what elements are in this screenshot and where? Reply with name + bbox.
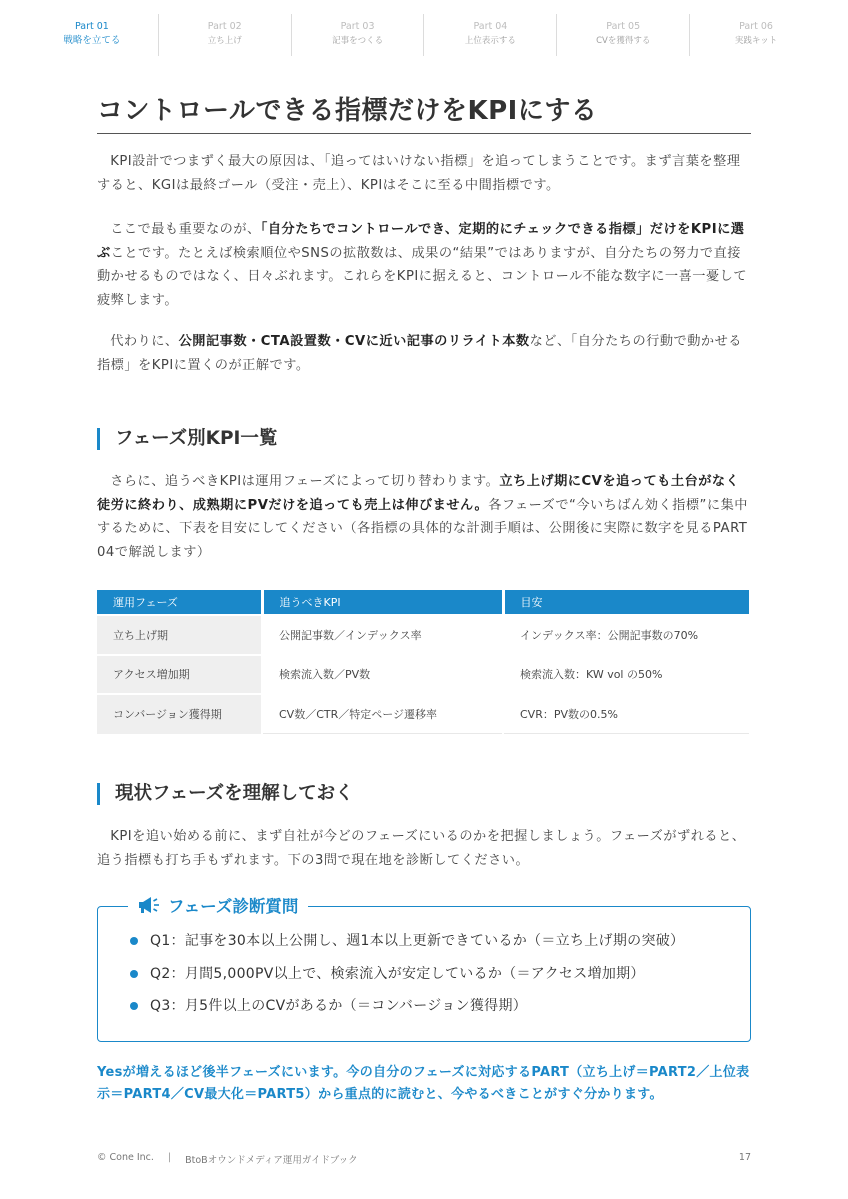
nav-part-number: Part 01 [74, 21, 109, 32]
text-span: ことです。たとえば検索順位やSNSの拡散数は、成果の“結果”ではありますが、自分たちの努力で直接動かせるものではなく、日々ぶれます。これらをKPIに据えると、コントロール不能な数字に一喜一憂して疲弊します。 [97, 245, 748, 308]
diagnosis-box-title [128, 893, 308, 917]
paragraph-current-phase: KPIを追い始める前に、まず自社が今どのフェーズにいるのかを把握しましょう。フェーズがずれると、追う指標も打ち手もずれます。下の3問で現在地を診断してください。 [97, 829, 746, 868]
paragraph-kpi-alternative [97, 330, 751, 377]
nav-part-label: 立ち上げ [207, 36, 242, 46]
nav-part-01[interactable] [26, 14, 158, 56]
part-navigation [26, 14, 822, 56]
target-cell: 検索流入数：KW vol の50% [503, 655, 749, 695]
kpi-cell: CV数／CTR／特定ページ遷移率 [262, 694, 503, 734]
nav-part-label: 戦略を立てる [63, 35, 121, 46]
footer-separator: | [167, 1152, 172, 1163]
page-title: コントロールできる指標だけをKPIにする [97, 90, 751, 134]
table-row [97, 615, 749, 655]
nav-part-label: 実践キット [734, 36, 778, 46]
question-text: Q2：月間5,000PV以上で、検索流入が安定しているか（＝アクセス増加期） [150, 965, 645, 982]
bullet-icon [130, 1002, 138, 1010]
nav-part-number: Part 06 [739, 21, 773, 32]
bullet-icon [130, 970, 138, 978]
text-span: ここで最も重要なのが、 [110, 222, 261, 237]
target-cell: CVR：PV数の0.5% [503, 694, 749, 734]
column-header: 運用フェーズ [97, 590, 262, 615]
nav-part-number: Part 02 [207, 21, 242, 32]
text-span: 代わりに、 [110, 334, 179, 349]
paragraph-phase-intro [97, 470, 751, 564]
nav-part-label: 記事をつくる [332, 36, 384, 46]
nav-part-number: Part 05 [606, 21, 641, 32]
phase-cell: アクセス増加期 [97, 655, 262, 695]
nav-part-03[interactable] [291, 14, 424, 56]
phase-kpi-table [97, 590, 749, 734]
list-item [130, 930, 684, 963]
table-row [97, 694, 749, 734]
nav-part-number: Part 04 [473, 21, 508, 32]
phase-cell: 立ち上げ期 [97, 615, 262, 655]
bullet-icon [130, 937, 138, 945]
text-span: さらに、追うべきKPIは運用フェーズによって切り替わります。 [110, 474, 500, 489]
kpi-cell: 検索流入数／PV数 [262, 655, 503, 695]
nav-part-05[interactable] [556, 14, 689, 56]
megaphone-icon [138, 896, 160, 914]
text-span: など、「自分たちの行動で動かせる指標」をKPIに置くのが正解です。 [97, 334, 742, 373]
column-header: 目安 [503, 590, 749, 615]
nav-part-04[interactable] [423, 14, 556, 56]
emphasis-text: 「自分たちでコントロールでき、定期的にチェックできる指標」だけをKPIに選ぶ [97, 222, 745, 261]
book-title: BtoBオウンドメディア運用ガイドブック [185, 1155, 358, 1166]
nav-part-label: CVを獲得する [596, 36, 651, 46]
nav-part-label: 上位表示する [464, 36, 516, 46]
section-heading-current-phase: 現状フェーズを理解しておく [97, 783, 751, 805]
list-item [130, 963, 684, 996]
table-header-row [97, 590, 749, 615]
emphasis-text: 立ち上げ期にCVを追っても土台がなく徒労に終わり、成熟期にPVだけを追っても売上は伸びません。 [97, 474, 740, 513]
question-text: Q3：月5件以上のCVがあるか（＝コンバージョン獲得期） [150, 998, 528, 1014]
kpi-cell: 公開記事数／インデックス率 [262, 615, 503, 655]
diagnosis-question-list [130, 930, 684, 1028]
nav-part-number: Part 03 [340, 21, 375, 32]
question-text: Q1：記事を30本以上公開し、週1本以上更新できているか（＝立ち上げ期の突破） [150, 933, 685, 949]
target-cell: インデックス率：公開記事数の70% [503, 615, 749, 655]
list-item [130, 995, 684, 1028]
phase-cell: コンバージョン獲得期 [97, 694, 262, 734]
column-header: 追うべきKPI [262, 590, 503, 615]
copyright-text: © Cone Inc. [97, 1152, 154, 1163]
paragraph-kpi-control [97, 218, 751, 312]
nav-part-06[interactable] [689, 14, 822, 56]
conclusion-text: Yesが増えるほど後半フェーズにいます。今の自分のフェーズに対応するPART（立ち上げ＝PART2／上位表示＝PART4／CV最大化＝PART5）から重点的に読むと、今やるべきことがすぐ分かります。 [97, 1065, 750, 1102]
nav-part-02[interactable] [158, 14, 291, 56]
page-number: 17 [738, 1152, 751, 1163]
page-footer [97, 1152, 751, 1166]
diagnosis-title-text: フェーズ診断質問 [168, 897, 299, 916]
emphasis-text: 公開記事数・CTA設置数・CVに近い記事のリライト本数 [178, 334, 530, 349]
table-row [97, 655, 749, 695]
paragraph-kpi-intro: KPI設計でつまずく最大の原因は、「追ってはいけない指標」を追ってしまうことです。まず言葉を整理すると、KGIは最終ゴール（受注・売上）、KPIはそこに至る中間指標です。 [97, 154, 741, 193]
text-span: 各フェーズで“今いちばん効く指標”に集中するために、下表を目安にしてください（各指標の具体的な計測手順は、公開後に実際に数字を見るPART 04で解説します） [97, 497, 748, 560]
section-heading-phase-kpi: フェーズ別KPI一覧 [97, 428, 751, 450]
